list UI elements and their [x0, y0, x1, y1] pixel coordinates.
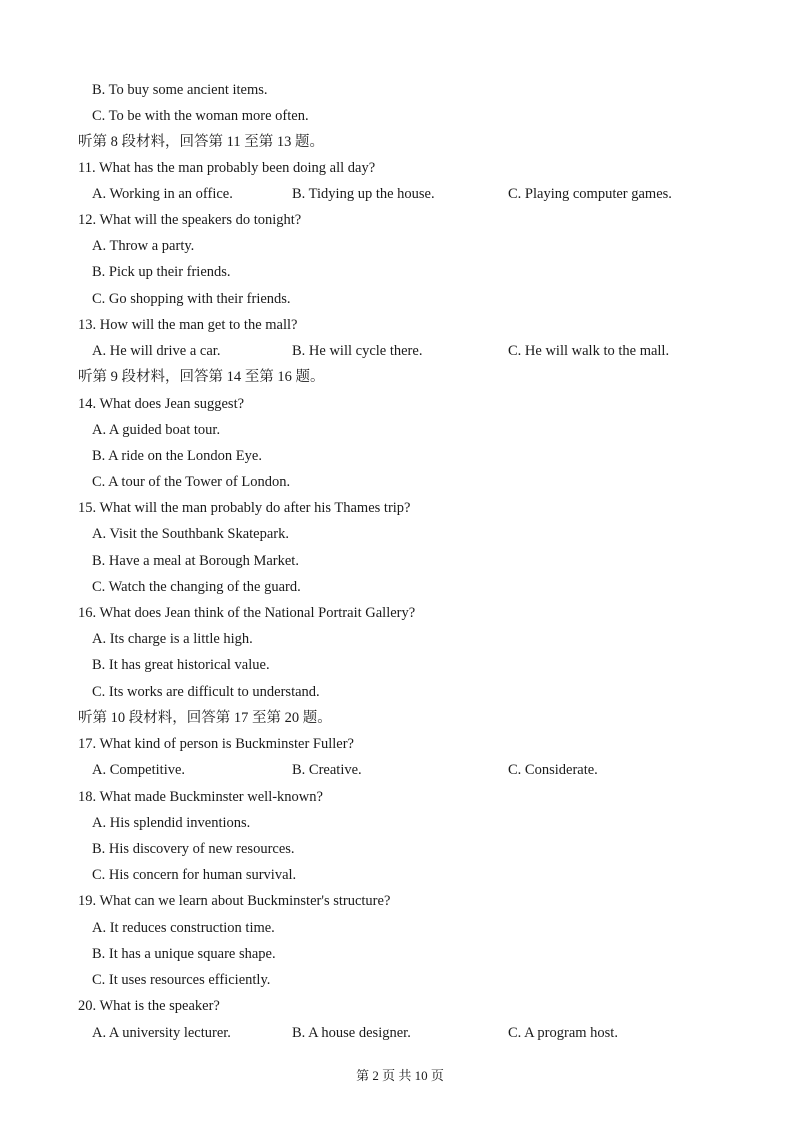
option-c: C. He will walk to the mall.: [508, 343, 670, 359]
option-line: C. It uses resources efficiently.: [92, 972, 271, 988]
question-line: 15. What will the man probably do after his Thames trip?: [78, 500, 411, 516]
question-line: 18. What made Buckminster well-known?: [78, 789, 323, 805]
question-line: 13. How will the man get to the mall?: [78, 317, 298, 333]
option-c: C. Playing computer games.: [508, 186, 672, 202]
option-line: C. His concern for human survival.: [92, 867, 297, 883]
option-line: B. Pick up their friends.: [92, 264, 231, 280]
question-line: 16. What does Jean think of the National Portrait Gallery?: [78, 605, 416, 621]
question-line: 20. What is the speaker?: [78, 998, 220, 1014]
option-line: C. Go shopping with their friends.: [92, 291, 291, 307]
option-b: B. He will cycle there.: [292, 343, 423, 359]
option-line: B. A ride on the London Eye.: [92, 448, 262, 464]
option-line: B. His discovery of new resources.: [92, 841, 295, 857]
option-line: C. Watch the changing of the guard.: [92, 579, 301, 595]
option-b: B. Creative.: [292, 762, 362, 778]
option-line: B. Have a meal at Borough Market.: [92, 553, 299, 569]
option-line: B. It has great historical value.: [92, 657, 270, 673]
question-line: 19. What can we learn about Buckminster's structure?: [78, 893, 391, 909]
option-a: A. Working in an office.: [92, 186, 233, 202]
option-c: C. A program host.: [508, 1025, 618, 1041]
option-line: B. It has a unique square shape.: [92, 946, 276, 962]
option-line: C. A tour of the Tower of London.: [92, 474, 291, 490]
option-line: C. To be with the woman more often.: [92, 108, 309, 124]
option-a: A. He will drive a car.: [92, 343, 221, 359]
option-b: B. Tidying up the house.: [292, 186, 435, 202]
section-header: 听第 9 段材料，回答第 14 至第 16 题。: [78, 369, 325, 385]
option-line: A. A guided boat tour.: [92, 422, 221, 438]
option-line: A. It reduces construction time.: [92, 920, 275, 936]
page-footer: 第 2 页 共 10 页: [356, 1068, 444, 1083]
question-line: 12. What will the speakers do tonight?: [78, 212, 302, 228]
option-line: A. His splendid inventions.: [92, 815, 251, 831]
question-line: 11. What has the man probably been doing all day?: [78, 160, 376, 176]
option-line: A. Throw a party.: [92, 238, 195, 254]
question-line: 14. What does Jean suggest?: [78, 396, 245, 412]
option-b: B. A house designer.: [292, 1025, 411, 1041]
question-line: 17. What kind of person is Buckminster Fuller?: [78, 736, 354, 752]
option-line: A. Its charge is a little high.: [92, 631, 253, 647]
option-line: A. Visit the Southbank Skatepark.: [92, 526, 290, 542]
section-header: 听第 8 段材料，回答第 11 至第 13 题。: [78, 134, 324, 150]
section-header: 听第 10 段材料，回答第 17 至第 20 题。: [78, 710, 332, 726]
option-line: C. Its works are difficult to understand.: [92, 684, 320, 700]
option-a: A. Competitive.: [92, 762, 186, 778]
option-line: B. To buy some ancient items.: [92, 82, 268, 98]
option-c: C. Considerate.: [508, 762, 598, 778]
option-a: A. A university lecturer.: [92, 1025, 231, 1041]
